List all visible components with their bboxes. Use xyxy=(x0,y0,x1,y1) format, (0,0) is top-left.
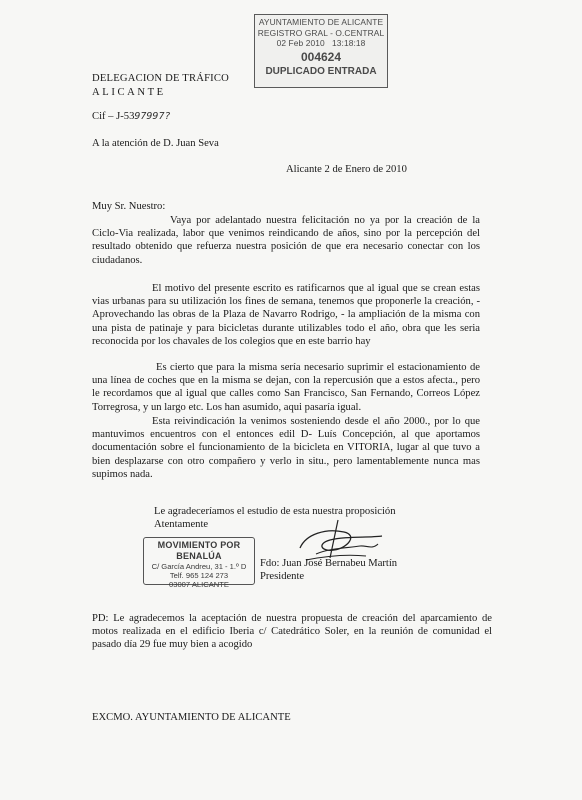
signer-role: Presidente xyxy=(260,571,305,582)
paragraph-1: Vaya por adelantado nuestra felicitación no ya por la creación de la Ciclo-Via realizada, labor que venimos reindicando de años, sino por la percepción del resultado obtenido que refuerza nuestra posición de que era necesario conectar con los ciudadanos. xyxy=(92,215,480,266)
footer-addressee: EXCMO. AYUNTAMIENTO DE ALICANTE xyxy=(92,712,291,723)
registry-stamp-number: 004624 xyxy=(300,49,342,64)
closing-line2: Atentamente xyxy=(154,519,209,530)
postscript: PD: Le agradecemos la aceptación de nuestra propuesta de creación del aparcamiento de motos realizada en el edificio Iberia c/ Catedrático Soler, en la reunión de comunidad el pasado día 29 fue muy bien a acogido xyxy=(92,613,492,651)
cif-prefix: Cif – J-53 xyxy=(92,111,135,122)
paragraph-4: Esta reivindicación la venimos sosteniendo desde el año 2000., por lo que mantuvimos encuentros con el entonces edil D- Luís Concepción, al que aportamos documentación sobre el funcionamiento de la bicicleta en VITORIA, lugar al que tuvo a bien desplazarse con otro compañero y verlo in situ., pero lamentablemente nunca mas supimos nada. xyxy=(92,416,480,480)
association-stamp xyxy=(143,537,255,590)
signer-name: Fdo: Juan José Bernabeu Martín xyxy=(260,558,398,569)
cif-line xyxy=(92,110,171,123)
attention-line: A la atención de D. Juan Seva xyxy=(92,138,219,149)
association-stamp-city: 03007 ALICANTE xyxy=(169,580,229,590)
salutation: Muy Sr. Nuestro: xyxy=(92,201,166,212)
recipient-line2: ALICANTE xyxy=(92,87,166,98)
registry-stamp-line2: REGISTRO GRAL - O.CENTRAL xyxy=(257,27,385,38)
association-stamp-address: C/ García Andreu, 31 - 1.º D xyxy=(151,562,247,571)
association-stamp-title: MOVIMIENTO POR BENALÚA xyxy=(157,540,241,561)
closing-line1: Le agradeceríamos el estudio de esta nuestra proposición xyxy=(154,506,396,517)
paragraph-3: Es cierto que para la misma sería necesario suprimir el estacionamiento de una línea de coches que en la misma se dejan, con la repercusión que a estos afecta., pero le recordamos que al igual que calles como San Francisco, San Fernando, Correos López Torregrosa, y un largo etc. Los han asumido, aqui pasaría igual. xyxy=(92,362,480,413)
cif-handwritten: 97997? xyxy=(134,111,171,122)
registry-stamp-datetime: 02 Feb 2010 13:18:18 xyxy=(276,38,366,49)
paragraph-2: El motivo del presente escrito es ratificarnos que al igual que se crean estas vias urbanas para su utilización los fines de semana, tenemos que proponerle la creación, -Aprovechando las obras de la Plaza de Navarro Rodrigo, - la ampliación de la misma con una pista de patinaje y para bicicletas durante utilizables todo el año, obra que les seria reconocida por los chavales de los colegios que en este barrio hay xyxy=(92,283,480,347)
letter-date: Alicante 2 de Enero de 2010 xyxy=(286,164,407,175)
association-stamp-phone: Telf. 965 124 273 xyxy=(169,571,229,581)
recipient-line1: DELEGACION DE TRÁFICO xyxy=(92,73,230,84)
registry-stamp-line1: AYUNTAMIENTO DE ALICANTE xyxy=(258,17,384,27)
registry-stamp xyxy=(254,14,388,88)
registry-stamp-label: DUPLICADO ENTRADA xyxy=(265,65,377,77)
